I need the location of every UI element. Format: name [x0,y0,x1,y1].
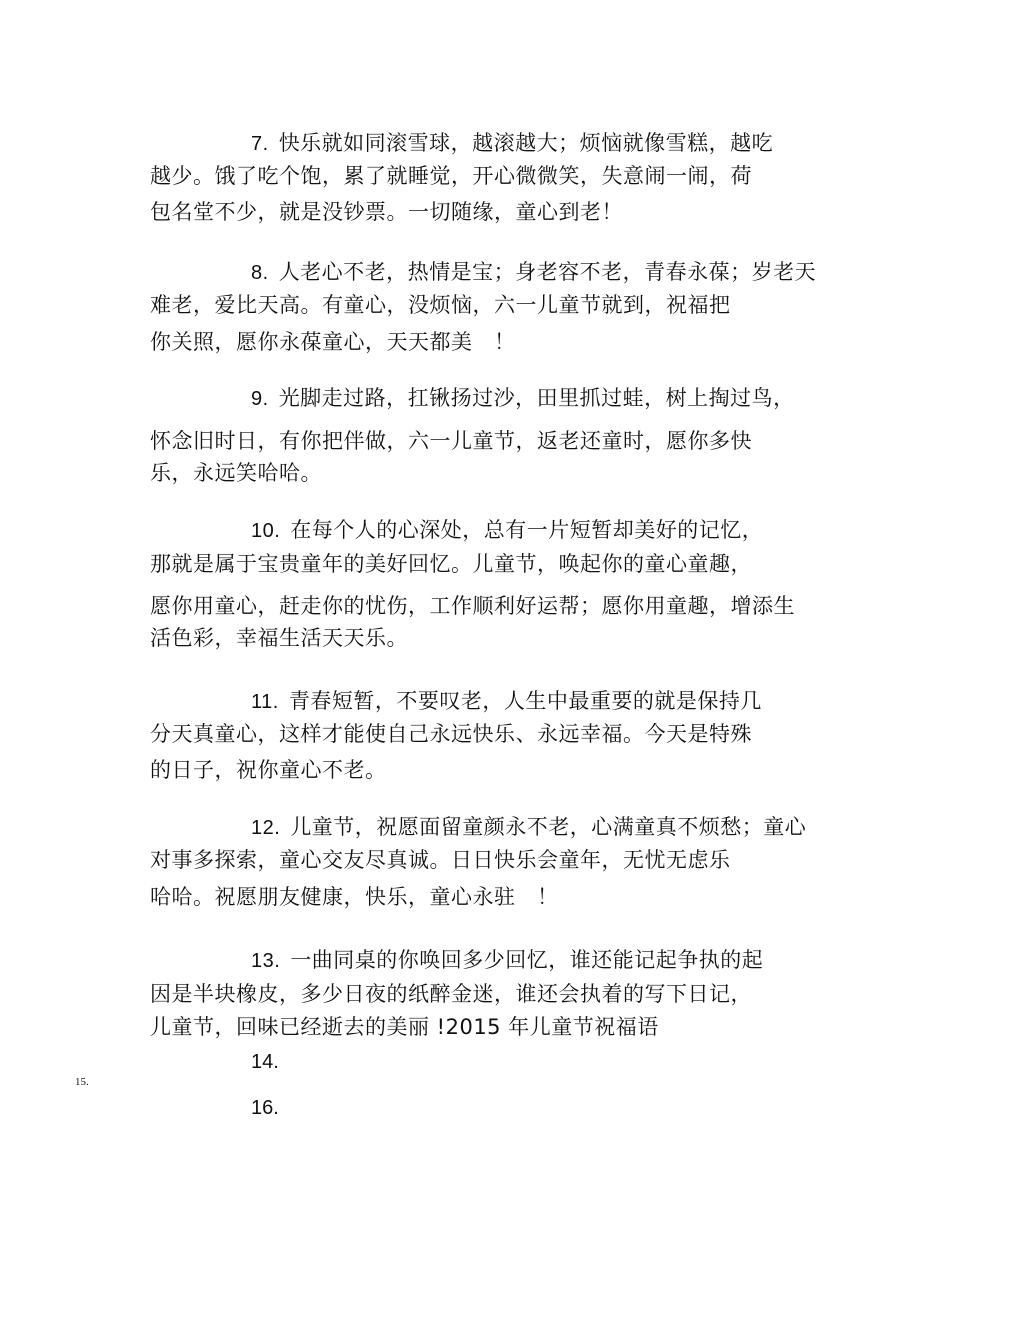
item-11-line-3: 的日子，祝你童心不老。 [150,758,387,782]
item-9-line-2: 怀念旧时日，有你把伴做，六一儿童节，返老还童时，愿你多快 [150,429,752,453]
item-number: 12. [251,817,281,839]
item-14-number: 14. [251,1051,279,1073]
item-13-line-3: 儿童节，回味已经逝去的美丽 !2015 年儿童节祝福语 [150,1015,659,1039]
item-10-line-3: 愿你用童心，赶走你的忧伤，工作顺利好运帮；愿你用童趣，增添生 [150,594,795,618]
item-10-line-2: 那就是属于宝贵童年的美好回忆。儿童节，唤起你的童心童趣， [150,552,752,576]
stray-number: 15. [75,1076,89,1088]
item-10-line-4: 活色彩，幸福生活天天乐。 [150,626,408,650]
item-10-line-1: 10. 在每个人的心深处，总有一片短暂却美好的记忆， [251,518,764,542]
item-11-line-2: 分天真童心，这样才能使自己永远快乐、永远幸福。今天是特殊 [150,722,752,746]
item-number: 7. [251,133,269,155]
item-7-line-1: 7. 快乐就如同滚雪球，越滚越大；烦恼就像雪糕，越吃 [251,131,774,155]
item-11-line-1: 11. 青春短暂，不要叹老，人生中最重要的就是保持几 [251,689,762,713]
item-13-line-1: 13. 一曲同桌的你唤回多少回忆，谁还能记起争执的起 [251,948,764,972]
item-number: 10. [251,520,281,542]
item-16-number: 16. [251,1097,279,1119]
item-8-line-2: 难老，爱比天高。有童心，没烦恼，六一儿童节就到，祝福把 [150,293,731,317]
item-12-line-1: 12. 儿童节，祝愿面留童颜永不老，心满童真不烦愁；童心 [251,815,807,839]
item-number: 8. [251,262,269,284]
item-8-line-1: 8. 人老心不老，热情是宝；身老容不老，青春永葆；岁老天 [251,260,817,284]
item-number: 13. [251,950,281,972]
item-12-line-3: 哈哈。祝愿朋友健康，快乐，童心永驻 ！ [150,885,559,909]
item-9-line-3: 乐，永远笑哈哈。 [150,461,322,485]
item-8-line-3: 你关照，愿你永葆童心，天天都美 ！ [150,330,516,354]
item-12-line-2: 对事多探索，童心交友尽真诚。日日快乐会童年，无忧无虑乐 [150,848,731,872]
item-9-line-1: 9. 光脚走过路，扛锹扬过沙，田里抓过蛙，树上掏过鸟， [251,386,795,410]
item-13-line-2: 因是半块橡皮，多少日夜的纸醉金迷，谁还会执着的写下日记， [150,982,752,1006]
item-7-line-3: 包名堂不少，就是没钞票。一切随缘，童心到老！ [150,200,623,224]
item-number: 9. [251,388,269,410]
item-number: 11. [251,691,279,713]
item-7-line-2: 越少。饿了吃个饱，累了就睡觉，开心微微笑，失意闹一闹，荷 [150,164,752,188]
